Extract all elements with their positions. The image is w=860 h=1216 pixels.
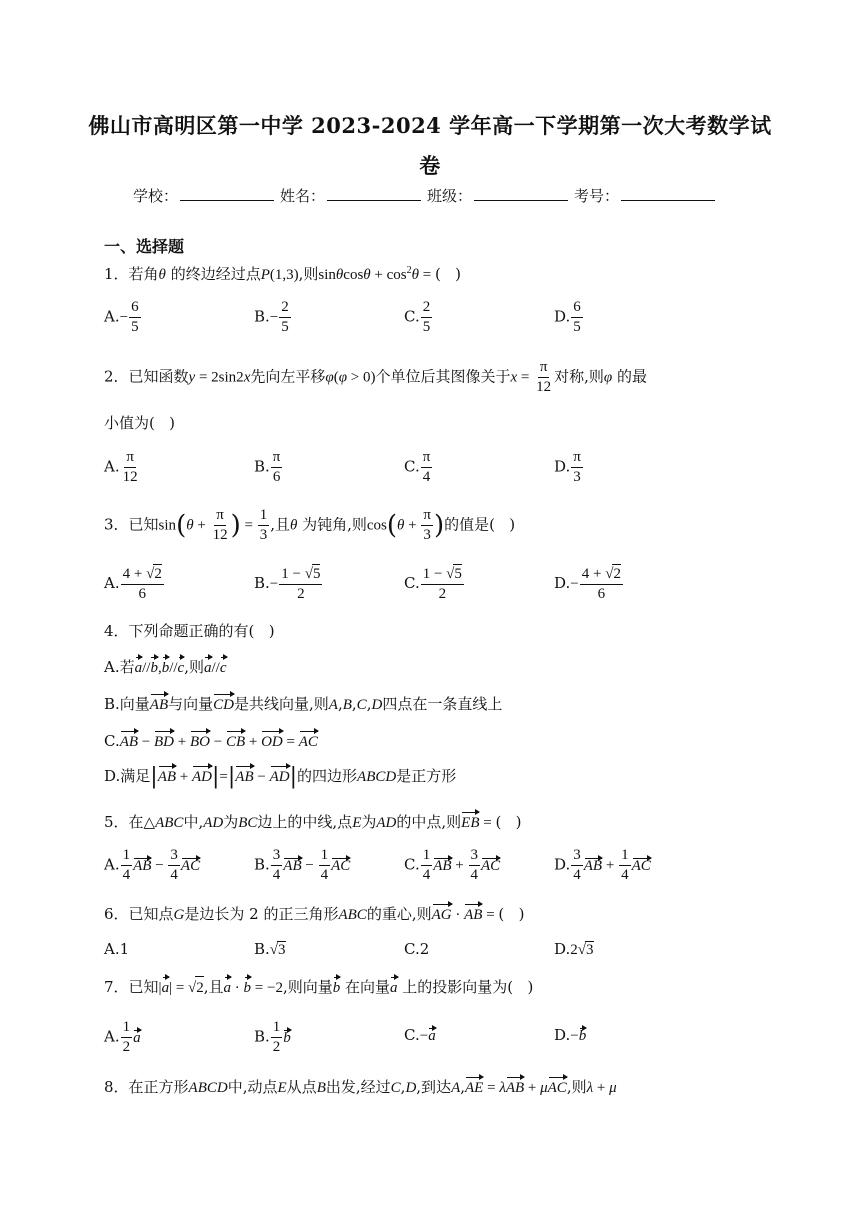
q1-option-a[interactable]: A.− $\frac{6}{5}$ [104, 299, 139, 335]
question-2: 2．已知函数y = 2sin2x先向左平移φ(φ > 0)个单位后其图像关于x = $\frac{\pi}{12}$ 对称,则φ 的最 [104, 359, 647, 395]
question-4: 4．下列命题正确的有( ) [104, 622, 275, 640]
q2-option-d[interactable]: D. $\frac{\pi}{3}$ [554, 449, 581, 485]
question-2-cont: 小值为( ) [104, 414, 176, 432]
q6-option-b[interactable]: B.√3 [254, 940, 286, 958]
q7-option-a[interactable]: A. $\frac{1}{2}$ a [104, 1019, 141, 1055]
exam-number-label: 考号： [574, 187, 620, 205]
q5-option-d[interactable]: D. $\frac{3}{4}$ AB + $\frac{1}{4}$ AC [554, 847, 651, 883]
q1-option-d[interactable]: D. $\frac{6}{5}$ [554, 299, 581, 335]
q6-option-a[interactable]: A.1 [104, 940, 130, 958]
class-blank[interactable] [474, 184, 568, 201]
q5-option-a[interactable]: A. $\frac{1}{4}$ AB − $\frac{3}{4}$ AC [104, 847, 201, 883]
q5-option-c[interactable]: C. $\frac{1}{4}$ AB + $\frac{3}{4}$ AC [404, 847, 501, 883]
q7-option-d[interactable]: D.−b [554, 1026, 587, 1044]
school-label: 学校： [133, 187, 179, 205]
class-label: 班级： [427, 187, 473, 205]
q6-option-d[interactable]: D.2√3 [554, 940, 594, 958]
q4-option-d[interactable]: D.满足|AB + AD|=|AB − AD|的四边形ABCD是正方形 [104, 764, 457, 789]
q4-option-a[interactable]: A.若a//b,b//c,则a//c [104, 656, 227, 679]
section-heading: 一、选择题 [104, 237, 185, 256]
question-5: 5．在△ABC中,AD为BC边上的中线,点E为AD的中点,则EB = ( ) [104, 811, 521, 834]
name-blank[interactable] [327, 184, 421, 201]
exam-number-blank[interactable] [621, 184, 715, 201]
q1-option-b[interactable]: B.− $\frac{2}{5}$ [254, 299, 289, 335]
q3-option-d[interactable]: D.− $\frac{4 + √2}{6}$ [554, 566, 621, 602]
q2-option-b[interactable]: B. $\frac{\pi}{6}$ [254, 449, 281, 485]
question-1: 1．若角θ 的终边经过点P(1,3),则$\sin\theta\cos\theta + \cos^2\theta$ = ( ) [104, 265, 461, 283]
q7-option-c[interactable]: C.−a [404, 1026, 436, 1044]
student-info-row [133, 184, 721, 206]
question-7: 7．已知|a| = √2,且a · b = −2,则向量b 在向量a 上的投影向量为( ) [104, 976, 533, 999]
name-label: 姓名： [280, 187, 326, 205]
q2-option-a[interactable]: A. $\frac{\pi}{12}$ [104, 449, 138, 485]
q6-option-c[interactable]: C.2 [404, 940, 430, 958]
school-blank[interactable] [180, 184, 274, 201]
q1-option-c[interactable]: C. $\frac{2}{5}$ [404, 299, 431, 335]
page-title: 佛山市高明区第一中学 2023-2024 学年高一下学期第一次大考数学试 卷 [88, 113, 772, 178]
q4-option-c[interactable]: C.AB − BD + BO − CB + OD = AC [104, 730, 318, 753]
question-8: 8．在正方形ABCD中,动点E从点B出发,经过C,D,到达A,AE = λAB + μAC,则λ + μ [104, 1076, 617, 1099]
q4-option-b[interactable]: B.向量AB与向量CD是共线向量,则A,B,C,D四点在一条直线上 [104, 693, 502, 716]
q5-option-b[interactable]: B. $\frac{3}{4}$ AB − $\frac{1}{4}$ AC [254, 847, 351, 883]
q7-option-b[interactable]: B. $\frac{1}{2}$ b [254, 1019, 291, 1055]
q3-option-a[interactable]: A. $\frac{4 + √2}{6}$ [104, 566, 162, 602]
question-6: 6．已知点G是边长为 2 的正三角形ABC的重心,则AG · AB = ( ) [104, 903, 524, 926]
q3-option-c[interactable]: C. $\frac{1 - √5}{2}$ [404, 566, 462, 602]
question-3: 3．已知sin(θ + $\frac{\pi}{12}$ ) = $\frac{1}{3}$ ,且θ 为钝角,则cos(θ + $\frac{\pi}{3}$ )的值是( ) [104, 507, 516, 543]
q2-option-c[interactable]: C. $\frac{\pi}{4}$ [404, 449, 431, 485]
q3-option-b[interactable]: B.− $\frac{1 - √5}{2}$ [254, 566, 321, 602]
